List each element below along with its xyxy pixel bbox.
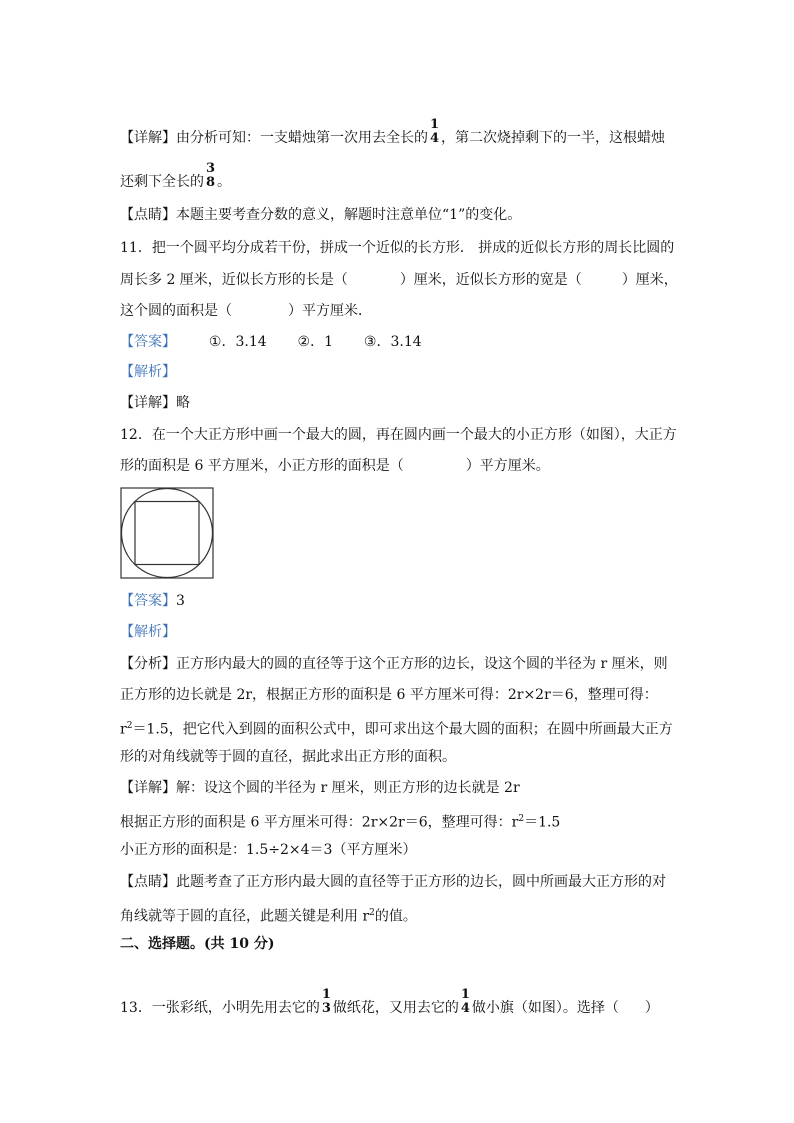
detail-text-b: ，第二次烧掉剩下的一半，这根蜡烛 <box>441 130 666 146</box>
comment-line: 【点睛】本题主要考查分数的意义，解题时注意单位“1”的变化。 <box>120 207 522 223</box>
section-2-heading: 二、选择题。(共 10 分) <box>120 936 275 952</box>
question-11-line-3: 这个圆的面积是（ ）平方厘米． <box>120 303 372 319</box>
question-11-line-1: 11．把一个圆平均分成若干份，拼成一个近似的长方形． 拼成的近似长方形的周长比圆的 <box>120 240 675 256</box>
detail-solution-line-2: 根据正方形的面积是 6 平方厘米可得：2r×2r＝6，整理可得：$r^2=1.5$ <box>120 814 561 831</box>
question-12-analysis-label: 【解析】 <box>120 624 176 640</box>
question-11-line-2: 周长多 2 厘米，近似长方形的长是（ ）厘米，近似长方形的宽是（ ）厘米， <box>120 272 678 288</box>
fraction-one-third: 1 3 <box>321 987 331 1016</box>
answer-1: ①．3.14 <box>208 334 267 350</box>
question-12-line-1: 12．在一个大正方形中画一个最大的圆，再在圆内画一个最大的小正方形（如图），大正方 <box>120 427 677 443</box>
answer-value: 3 <box>176 593 185 609</box>
detail-text-a: 【详解】由分析可知：一支蜡烛第一次用去全长的 <box>120 130 428 146</box>
question-13-line-1: 13．一张彩纸，小明先用去它的 1 3 做纸花，又用去它的 1 4 做小旗（如图）。选择（ ） <box>120 987 659 1016</box>
fraction-one-quarter: 1 4 <box>430 117 440 146</box>
detail-line-2: 还剩下全长的 3 8 。 <box>120 161 232 190</box>
detail-solution-line-1: 【详解】解：设这个圆的半径为 r 厘米，则正方形的边长就是 2r <box>120 780 520 796</box>
comment-line-2a: 【点睛】此题考查了正方形内最大圆的直径等于正方形的边长，圆中所画最大正方形的对 <box>120 874 666 890</box>
fraction-three-eighths: 3 8 <box>206 161 216 190</box>
square-circle-figure <box>120 487 214 579</box>
answer-2: ②．1 <box>297 334 334 350</box>
answer-label: 【答案】 <box>120 593 176 609</box>
detail-solution-line-3: 小正方形的面积是：1.5÷2×4＝3（平方厘米） <box>120 842 417 858</box>
answer-label: 【答案】 <box>120 334 176 350</box>
analysis-line-2: 正方形的边长就是 2r，根据正方形的面积是 6 平方厘米可得：2r×2r＝6，整理可得： <box>120 687 658 703</box>
question-11-analysis-label: 【解析】 <box>120 364 176 380</box>
analysis-line-1: 【分析】正方形内最大的圆的直径等于这个正方形的边长，设这个圆的半径为 r 厘米，则 <box>120 656 668 672</box>
detail-line-1 <box>120 117 666 152</box>
analysis-line-3: $r^2=1.5$，把它代入到圆的面积公式中，即可求出这个最大圆的面积；在圆中所画最大正方 <box>120 721 673 738</box>
comment-line-2b: 角线就等于圆的直径，此题关键是利用 $r^2$的值。 <box>120 908 417 925</box>
fraction-one-quarter-2: 1 4 <box>460 987 470 1016</box>
answer-3: ③．3.14 <box>363 334 422 350</box>
analysis-line-4: 形的对角线就等于圆的直径，据此求出正方形的面积。 <box>120 749 456 765</box>
question-11-answer <box>120 332 422 352</box>
question-12-answer <box>120 591 185 611</box>
inner-square <box>135 502 199 565</box>
question-12-line-2: 形的面积是 6 平方厘米，小正方形的面积是（ ）平方厘米。 <box>120 458 550 474</box>
question-11-detail: 【详解】略 <box>120 395 190 411</box>
